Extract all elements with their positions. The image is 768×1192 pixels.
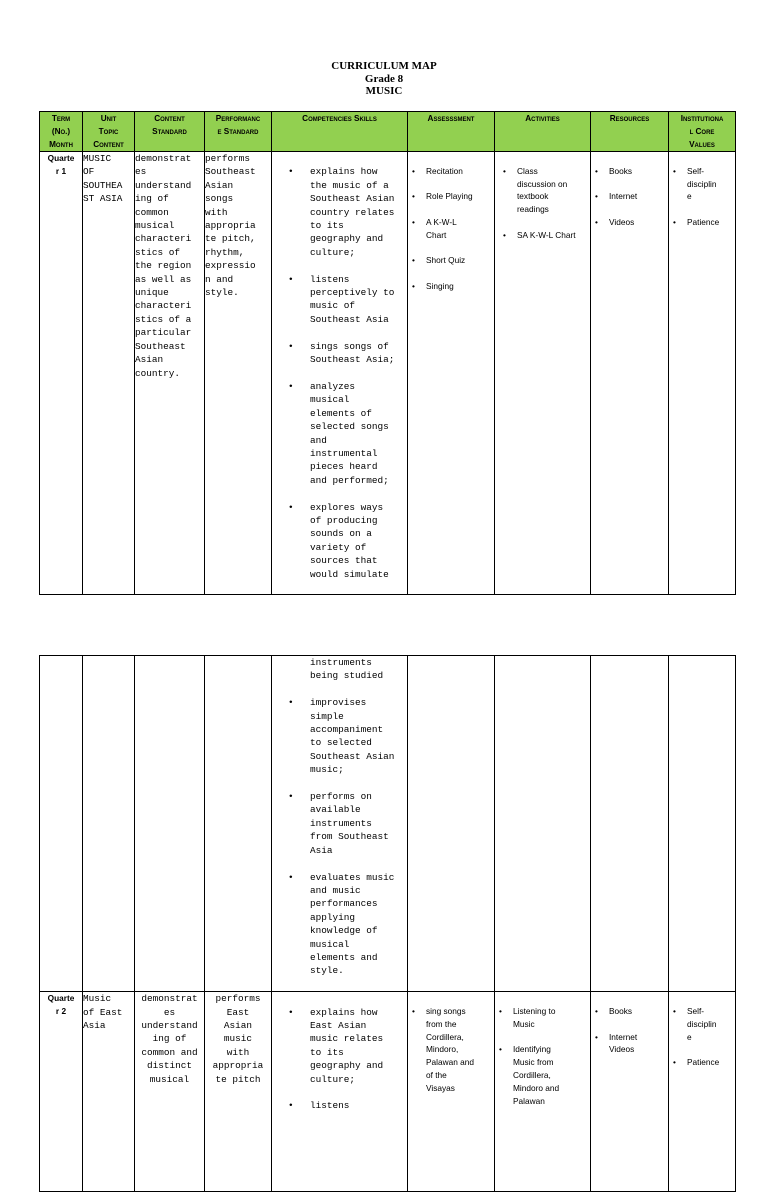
doc-subject: MUSIC: [365, 85, 403, 97]
performance-standard-cell: [205, 152, 272, 595]
doc-grade: Grade 8: [364, 72, 404, 85]
list-item: • Patience: [687, 1056, 735, 1069]
unit-topic: MUSIC OF SOUTHEA ST ASIA: [83, 153, 123, 205]
col-header-activities: Activities: [495, 112, 591, 152]
col-header-content-standard: Content Standard: [135, 112, 205, 152]
header-row: [40, 112, 736, 152]
table-row-quarter-2: [40, 992, 736, 1192]
unit-cell: [83, 152, 135, 595]
resources-list: [591, 992, 668, 1069]
competencies-cell: [272, 656, 408, 992]
performance-standard-cell: [205, 656, 272, 992]
list-item: • analyzes musical elements of selected songs and instrumental pieces heard and performed;: [310, 380, 407, 487]
list-item: • Videos: [609, 216, 668, 229]
list-item: • A K-W-L Chart: [426, 216, 494, 242]
col-header-unit: Unit Topic Content: [83, 112, 135, 152]
activities-cell: [495, 992, 591, 1192]
competencies-cell: [272, 152, 408, 595]
resources-list: [591, 152, 668, 242]
core-values-list: [669, 152, 735, 242]
col-header-term: Term (No.) Month: [40, 112, 83, 152]
list-item: • Self- disciplin e: [687, 1005, 735, 1043]
list-item: • sing songs from the Cordillera, Mindoro, Palawan and of the Visayas: [426, 1005, 494, 1095]
content-standard-text: demonstrat es understand ing of common and distinct musical: [141, 993, 198, 1085]
list-item: • Class discussion on textbook readings: [517, 165, 590, 216]
term-label: Quarte r 1: [47, 153, 75, 176]
assessment-list: [408, 992, 494, 1107]
competencies-continued-text: instruments being studied: [310, 657, 384, 682]
list-item: • Internet: [609, 190, 668, 203]
competencies-cell: [272, 992, 408, 1192]
col-header-competencies: Competencies Skills: [272, 112, 408, 152]
term-label: Quarte r 2: [47, 993, 75, 1016]
activities-cell: [495, 152, 591, 595]
resources-cell: [591, 992, 669, 1192]
list-item: • performs on available instruments from Southeast Asia: [310, 790, 407, 857]
list-item: • listens: [310, 1099, 407, 1112]
assessment-list: [408, 152, 494, 306]
col-header-core-values: Institutiona l Core Values: [669, 112, 736, 152]
content-standard-cell: [135, 152, 205, 595]
assessment-cell: [408, 152, 495, 595]
col-header-assessment: Assesssment: [408, 112, 495, 152]
unit-cell: [83, 656, 135, 992]
list-item: • sings songs of Southeast Asia;: [310, 340, 407, 367]
curriculum-table-page2: [39, 655, 736, 1192]
term-cell: [40, 152, 83, 595]
curriculum-table-page1: [39, 111, 736, 595]
core-values-cell: [669, 152, 736, 595]
competencies-list: [272, 152, 407, 594]
list-item: • Singing: [426, 280, 494, 293]
core-values-list: [669, 992, 735, 1082]
list-item: • Recitation: [426, 165, 494, 178]
performance-standard-cell: [205, 992, 272, 1192]
competencies-list: [272, 683, 407, 991]
list-item: • Role Playing: [426, 190, 494, 203]
list-item: • explains how the music of a Southeast Asian country relates to its geography and culture;: [310, 165, 407, 259]
list-item: • improvises simple accompaniment to selected Southeast Asian music;: [310, 696, 407, 776]
activities-list: [495, 992, 590, 1120]
term-cell: [40, 992, 83, 1192]
unit-topic: Music of East Asia: [83, 993, 123, 1031]
col-header-performance-standard: Performanc e Standard: [205, 112, 272, 152]
table-row-quarter-1: [40, 152, 736, 595]
list-item: • listens perceptively to music of Southeast Asia: [310, 273, 407, 327]
activities-cell: [495, 656, 591, 992]
unit-cell: [83, 992, 135, 1192]
content-standard-cell: [135, 656, 205, 992]
assessment-cell: [408, 992, 495, 1192]
resources-cell: [591, 656, 669, 992]
core-values-cell: [669, 656, 736, 992]
list-item: • explains how East Asian music relates to its geography and culture;: [310, 1006, 407, 1086]
list-item: • Internet Videos: [609, 1031, 668, 1057]
competencies-list: [272, 992, 407, 1126]
col-header-resources: Resources: [591, 112, 669, 152]
list-item: • SA K-W-L Chart: [517, 229, 590, 242]
performance-standard-text: performs Southeast Asian songs with appropria te pitch, rhythm, expressio n and style.: [205, 153, 256, 299]
list-item: • Self- disciplin e: [687, 165, 735, 203]
table-row-quarter-1-continued: [40, 656, 736, 992]
page-2: [0, 655, 768, 1112]
list-item: • Short Quiz: [426, 254, 494, 267]
list-item: • explores ways of producing sounds on a variety of sources that would simulate: [310, 501, 407, 581]
list-item: • Identifying Music from Cordillera, Mindoro and Palawan: [513, 1043, 590, 1107]
resources-cell: [591, 152, 669, 595]
content-standard-cell: [135, 992, 205, 1192]
list-item: • Patience: [687, 216, 735, 229]
core-values-cell: [669, 992, 736, 1192]
term-cell: [40, 656, 83, 992]
list-item: • Listening to Music: [513, 1005, 590, 1031]
doc-title: CURRICULUM MAP: [331, 60, 437, 72]
list-item: • evaluates music and music performances applying knowledge of musical elements and style.: [310, 871, 407, 978]
list-item: • Books: [609, 165, 668, 178]
activities-list: [495, 152, 590, 254]
list-item: • Books: [609, 1005, 668, 1018]
assessment-cell: [408, 656, 495, 992]
document-header: [0, 60, 768, 98]
content-standard-text: demonstrat es understand ing of common musical characteri stics of the region as well as unique characteri stics of a particular Southeast Asian country.: [135, 153, 192, 379]
performance-standard-text: performs East Asian music with appropria te pitch: [212, 993, 264, 1085]
